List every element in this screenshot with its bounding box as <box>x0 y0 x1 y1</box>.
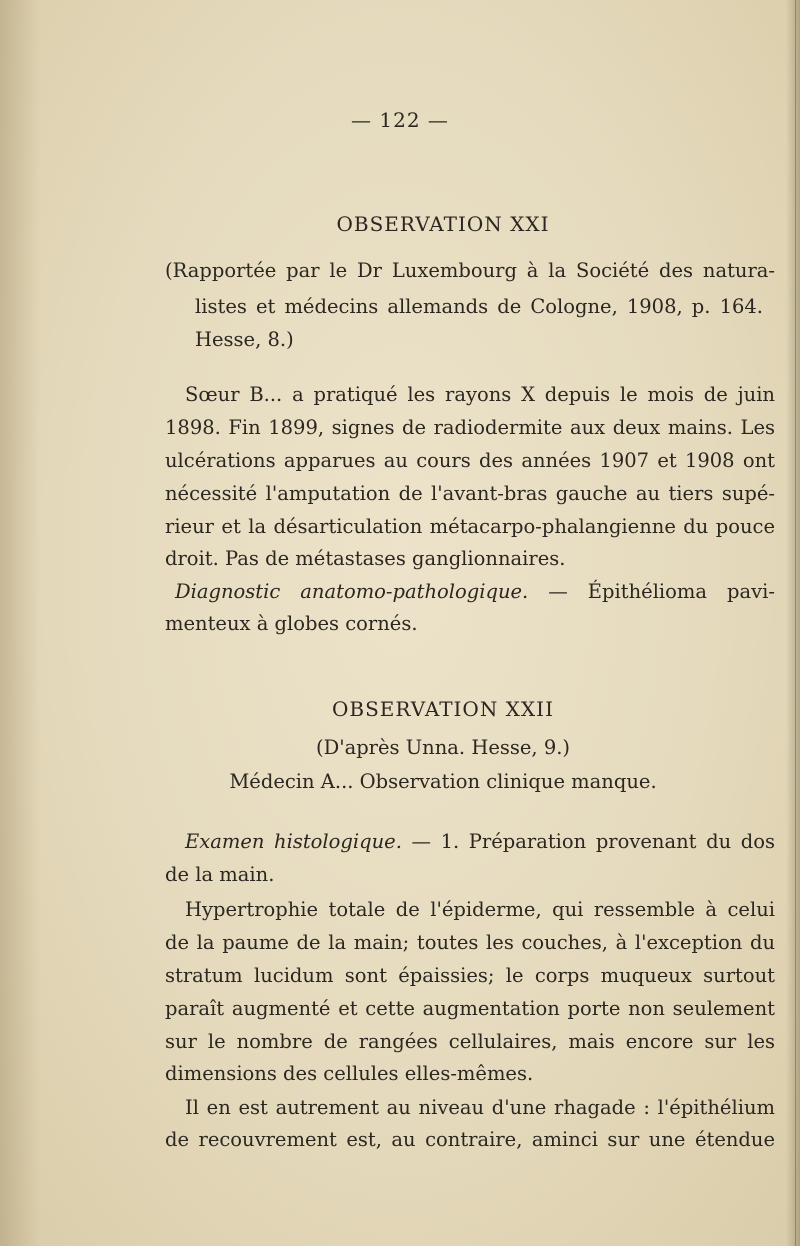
page-shadow-left <box>0 0 40 1246</box>
observation-22-exam-line-2: de la main. <box>165 863 275 886</box>
observation-21-paragraph-line-5: rieur et la désarticulation métacarpo-phalangienne du pouce <box>165 515 775 538</box>
exam-text: — 1. Préparation provenant du dos <box>401 830 775 853</box>
observation-21-paragraph-line-1: Sœur B... a pratiqué les rayons X depuis le mois de juin <box>185 383 775 406</box>
exam-label: Examen histologique. <box>185 830 402 853</box>
observation-21-diagnostic-line-1 <box>175 580 775 604</box>
observation-21-diagnostic-line-2: menteux à globes cornés. <box>165 612 418 635</box>
observation-22-title: OBSERVATION XXII <box>332 697 554 721</box>
observation-22-paragraph-line-5: sur le nombre de rangées cellulaires, mais encore sur les <box>165 1030 775 1053</box>
observation-22-rhagade-line-2: de recouvrement est, au contraire, aminci sur une étendue <box>165 1128 775 1151</box>
observation-21-paragraph-line-2: 1898. Fin 1899, signes de radiodermite aux deux mains. Les <box>165 416 775 439</box>
observation-21-source-line-2: listes et médecins allemands de Cologne, 1908, p. 164. <box>195 295 763 318</box>
observation-22-clinical-note: Médecin A... Observation clinique manque. <box>229 770 657 793</box>
page-shadow-right <box>786 0 800 1246</box>
observation-21-source-line-3: Hesse, 8.) <box>195 328 294 351</box>
page-number: — 122 — <box>351 108 449 132</box>
observation-22-paragraph-line-1: Hypertrophie totale de l'épiderme, qui ressemble à celui <box>185 898 775 921</box>
observation-21-paragraph-line-4: nécessité l'amputation de l'avant-bras gauche au tiers supé- <box>165 482 775 505</box>
observation-22-paragraph-line-2: de la paume de la main; toutes les couches, à l'exception du <box>165 931 775 954</box>
observation-22-exam-line-1 <box>185 830 775 854</box>
observation-22-paragraph-line-6: dimensions des cellules elles-mêmes. <box>165 1062 534 1085</box>
observation-21-paragraph-line-3: ulcérations apparues au cours des années 1907 et 1908 ont <box>165 449 775 472</box>
diagnostic-label: Diagnostic anatomo-pathologique. <box>175 580 529 603</box>
observation-22-paragraph-line-4: paraît augmenté et cette augmentation porte non seulement <box>165 997 775 1020</box>
observation-22-paragraph-line-3: stratum lucidum sont épaissies; le corps muqueux surtout <box>165 964 775 987</box>
observation-22-rhagade-line-1: Il en est autrement au niveau d'une rhagade : l'épithélium <box>185 1096 775 1119</box>
diagnostic-text: — Épithélioma pavi- <box>528 580 776 603</box>
observation-22-source: (D'après Unna. Hesse, 9.) <box>315 736 571 759</box>
observation-21-paragraph-line-6: droit. Pas de métastases ganglionnaires. <box>165 547 566 570</box>
observation-21-source-line-1: (Rapportée par le Dr Luxembourg à la Société des natura- <box>165 259 775 282</box>
observation-21-title: OBSERVATION XXI <box>336 212 550 236</box>
page-edge-line <box>795 0 796 1246</box>
